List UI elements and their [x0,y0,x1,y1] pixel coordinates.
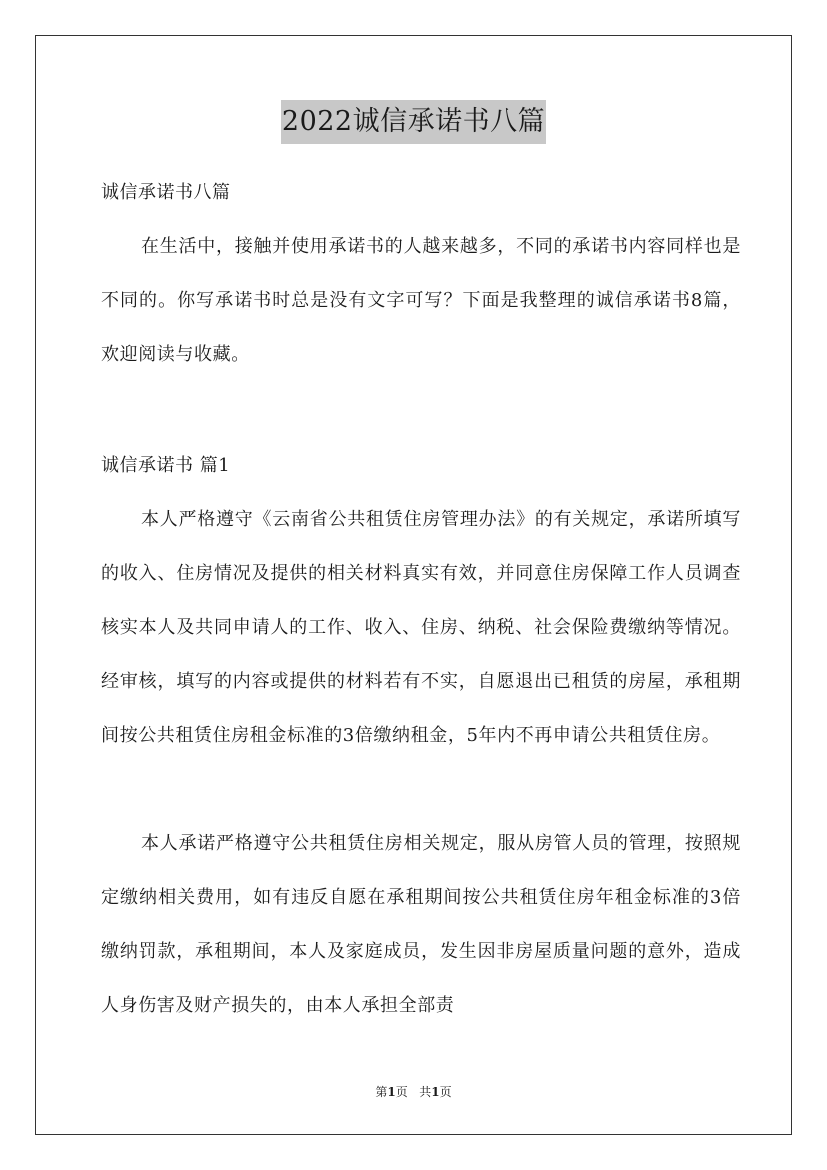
footer-total-prefix: 共 [419,1085,432,1099]
section-1-heading: 诚信承诺书 篇1 [101,455,231,476]
section-1-paragraph-1: 本人严格遵守《云南省公共租赁住房管理办法》的有关规定，承诺所填写的收入、住房情况及提供的相关材料真实有效，并同意住房保障工作人员调查核实本人及共同申请人的工作、收入、住房、纳税、社会保险费缴纳等情况。经审核，填写的内容或提供的材料若有不实，自愿退出已租赁的房屋，承租期间按公共租赁住房租金标准的3倍缴纳租金，5年内不再申请公共租赁住房。 [101,509,741,746]
title-container [0,100,827,144]
footer-total-suffix: 页 [439,1085,452,1099]
intro-paragraph: 在生活中，接触并使用承诺书的人越来越多，不同的承诺书内容同样也是不同的。你写承诺书时总是没有文字可写？下面是我整理的诚信承诺书8篇，欢迎阅读与收藏。 [101,236,741,365]
footer-page-mid: 页 [395,1085,408,1099]
section-1-paragraph-2: 本人承诺严格遵守公共租赁住房相关规定，服从房管人员的管理，按照规定缴纳相关费用，如有违反自愿在承租期间按公共租赁住房年租金标准的3倍缴纳罚款，承租期间，本人及家庭成员，发生因非房屋质量问题的意外，造成人身伤害及财产损失的，由本人承担全部责 [101,833,741,1016]
page-footer [0,1084,827,1100]
footer-total-pages: 1 [431,1085,440,1099]
footer-page-prefix: 第 [375,1085,388,1099]
document-title: 2022诚信承诺书八篇 [281,100,546,144]
footer-page-number: 1 [387,1085,396,1099]
intro-heading: 诚信承诺书八篇 [101,182,231,203]
